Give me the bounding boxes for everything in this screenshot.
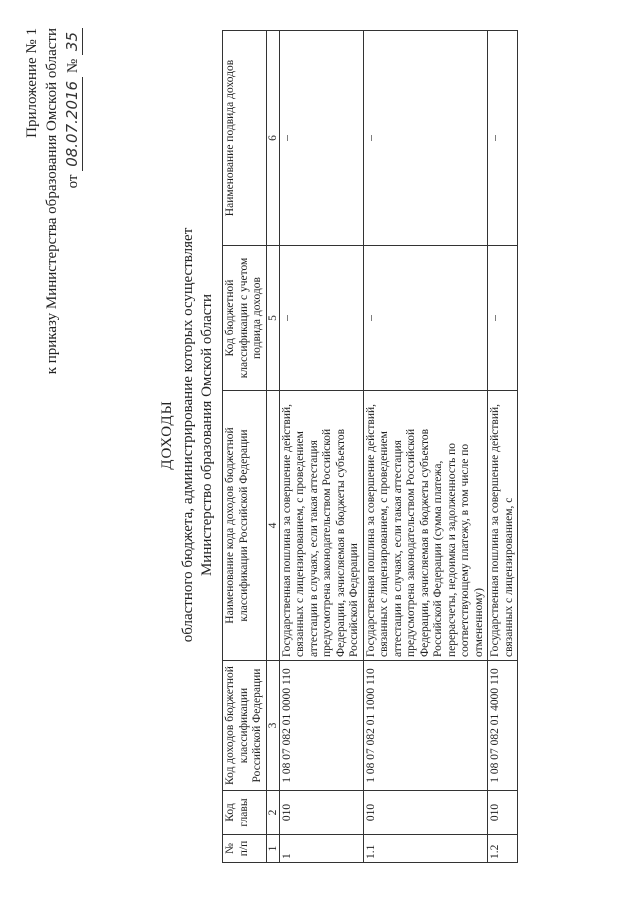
row-name: Государственная пошлина за совершение действий, связанных с лицензированием, с — [488, 391, 518, 661]
header-subcode: Код бюджетной классификации с учетом подвида доходов — [223, 246, 267, 391]
income-table — [222, 30, 518, 863]
column-number-row — [266, 31, 279, 863]
header-num: № п/п — [223, 835, 267, 863]
date-prefix: от — [65, 174, 81, 189]
table-row — [363, 31, 488, 863]
column-number: 6 — [266, 31, 279, 246]
row-num: 1 — [279, 835, 363, 863]
row-num: 1.1 — [363, 835, 488, 863]
row-subname: – — [363, 31, 488, 246]
row-subcode: – — [279, 246, 363, 391]
table-row — [488, 31, 518, 863]
header-chapter: Код главы — [223, 791, 267, 835]
appendix-label: Приложение № 1 — [24, 28, 40, 138]
order-date-line — [62, 28, 83, 448]
column-number: 3 — [266, 661, 279, 791]
column-number: 1 — [266, 835, 279, 863]
row-name: Государственная пошлина за совершение действий, связанных с лицензированием, с проведением аттестации в случаях, если такая аттестация предусмотрена законодательством Российской Федерации, зачисляемая в бюджеты субъектов Российской Федерации — [279, 391, 363, 661]
column-number: 4 — [266, 391, 279, 661]
header-subname: Наименование подвида доходов — [223, 31, 267, 246]
row-code: 1 08 07 082 01 0000 110 — [279, 661, 363, 791]
title-subtitle-1: областного бюджета, администрирование которых осуществляет — [180, 227, 196, 643]
approval-block — [22, 28, 83, 448]
row-subname: – — [488, 31, 518, 246]
row-subname: – — [279, 31, 363, 246]
row-subcode: – — [488, 246, 518, 391]
number-prefix: № — [65, 58, 81, 74]
row-chapter: 010 — [279, 791, 363, 835]
row-code: 1 08 07 082 01 1000 110 — [363, 661, 488, 791]
row-chapter: 010 — [363, 791, 488, 835]
document-title — [158, 115, 217, 755]
order-reference: к приказу Министерства образования Омской области — [44, 28, 60, 375]
table-row — [279, 31, 363, 863]
title-main: ДОХОДЫ — [159, 400, 175, 470]
header-code: Код доходов бюджетной классификации Российской Федерации — [223, 661, 267, 791]
column-number: 2 — [266, 791, 279, 835]
row-code: 1 08 07 082 01 4000 110 — [488, 661, 518, 791]
row-chapter: 010 — [488, 791, 518, 835]
column-number: 5 — [266, 246, 279, 391]
row-subcode: – — [363, 246, 488, 391]
order-date: 08.07.2016 — [62, 77, 83, 171]
row-num: 1.2 — [488, 835, 518, 863]
row-name: Государственная пошлина за совершение действий, связанных с лицензированием, с проведением аттестации в случаях, если такая аттестация предусмотрена законодательством Российской Федерации, зачисляемая в бюджеты субъектов Российской Федерации (сумма платежа, перерасчеты, недоимка и задолженность по соответствующему платежу, в том числе по отмененному) — [363, 391, 488, 661]
order-number: 35 — [62, 28, 83, 55]
table-header-row — [223, 31, 267, 863]
header-name: Наименование кода доходов бюджетной классификации Российской Федерации — [223, 391, 267, 661]
title-subtitle-2: Министерство образования Омской области — [199, 293, 215, 577]
